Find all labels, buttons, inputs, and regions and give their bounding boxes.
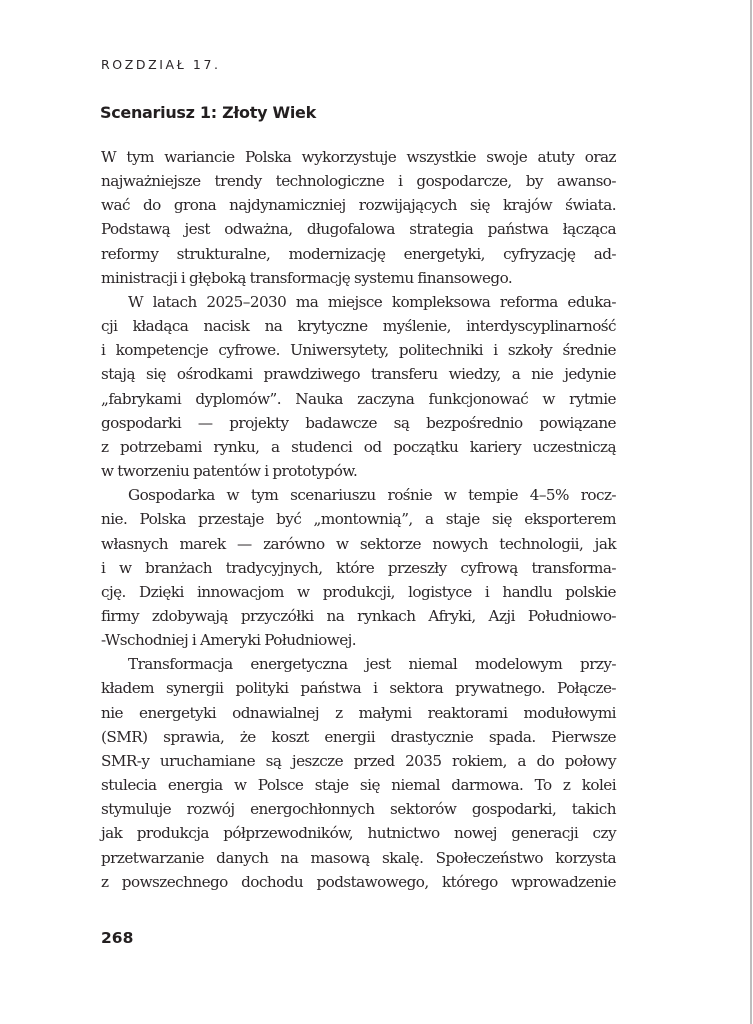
text-line: wać do grona najdynamiczniej rozwijających się krajów świata. — [101, 196, 616, 215]
text-line: (SMR) sprawia, że koszt energii drastycznie spada. Pierwsze — [101, 727, 616, 746]
paragraph-1 — [101, 145, 616, 290]
section-title: Scenariusz 1: Złoty Wiek — [100, 103, 316, 122]
text-line: i kompetencje cyfrowe. Uniwersytety, politechniki i szkoły średnie — [101, 341, 616, 360]
paragraph-4 — [101, 652, 616, 894]
text-line: własnych marek — zarówno w sektorze nowych technologii, jak — [101, 534, 616, 553]
page-number: 268 — [101, 929, 134, 947]
text-line: gospodarki — projekty badawcze są bezpośrednio powiązane — [101, 413, 616, 432]
text-line: -Wschodniej i Ameryki Południowej. — [101, 631, 357, 650]
body-text — [101, 145, 616, 894]
text-line: „fabrykami dyplomów”. Nauka zaczyna funkcjonować w rytmie — [101, 389, 616, 408]
text-line: nie energetyki odnawialnej z małymi reaktorami modułowymi — [101, 703, 616, 722]
paragraph-3 — [101, 483, 616, 652]
text-line: stają się ośrodkami prawdziwego transferu wiedzy, a nie jedynie — [101, 365, 616, 384]
running-head: ROZDZIAŁ 17. — [101, 57, 221, 72]
text-line: jak produkcja półprzewodników, hutnictwo nowej generacji czy — [101, 824, 616, 843]
text-line: kładem synergii polityki państwa i sektora prywatnego. Połącze- — [101, 679, 616, 698]
text-line: przetwarzanie danych na masową skalę. Społeczeństwo korzysta — [101, 848, 616, 867]
text-line: W latach 2025–2030 ma miejsce kompleksowa reforma eduka- — [128, 292, 616, 311]
text-line: Gospodarka w tym scenariuszu rośnie w tempie 4–5% rocz- — [128, 486, 616, 505]
text-line: firmy zdobywają przyczółki na rynkach Afryki, Azji Południowo- — [101, 606, 616, 625]
text-line: reformy strukturalne, modernizację energetyki, cyfryzację ad- — [101, 244, 616, 263]
text-line: z powszechnego dochodu podstawowego, którego wprowadzenie — [101, 872, 616, 891]
text-line: cji kładąca nacisk na krytyczne myślenie, interdyscyplinarność — [101, 317, 616, 336]
text-line: cję. Dzięki innowacjom w produkcji, logistyce i handlu polskie — [101, 582, 616, 601]
text-line: najważniejsze trendy technologiczne i gospodarcze, by awanso- — [101, 172, 616, 191]
page-edge-divider — [750, 0, 752, 1024]
text-line: nie. Polska przestaje być „montownią”, a staje się eksporterem — [101, 510, 616, 529]
text-line: z potrzebami rynku, a studenci od początku kariery uczestniczą — [101, 437, 616, 456]
text-line: W tym wariancie Polska wykorzystuje wszystkie swoje atuty oraz — [101, 148, 616, 166]
text-line: SMR-y uruchamiane są jeszcze przed 2035 rokiem, a do połowy — [101, 751, 616, 770]
text-line: Transformacja energetyczna jest niemal modelowym przy- — [128, 655, 616, 674]
text-line: Podstawą jest odważna, długofalowa strategia państwa łącząca — [101, 220, 616, 239]
text-line: stulecia energia w Polsce staje się niemal darmowa. To z kolei — [101, 776, 616, 795]
text-line: i w branżach tradycyjnych, które przeszły cyfrową transforma- — [101, 558, 616, 577]
paragraph-2 — [101, 290, 616, 483]
text-line: stymuluje rozwój energochłonnych sektorów gospodarki, takich — [101, 800, 616, 819]
text-line: w tworzeniu patentów i prototypów. — [101, 462, 358, 481]
text-line: ministracji i głęboką transformację systemu finansowego. — [101, 268, 513, 287]
